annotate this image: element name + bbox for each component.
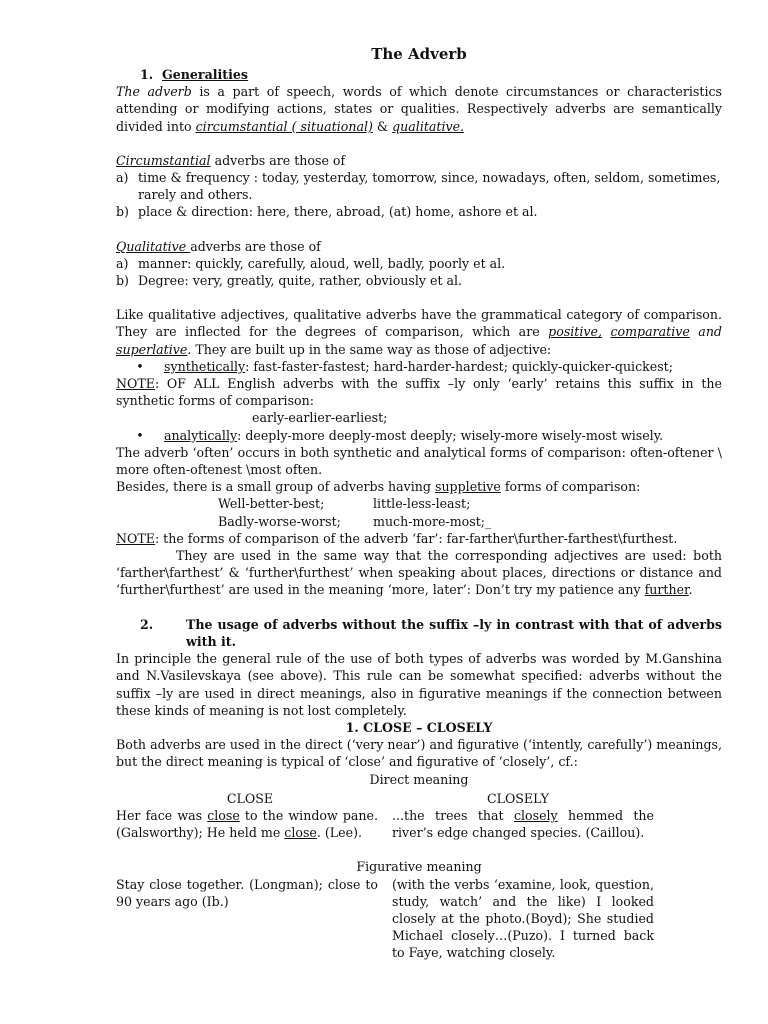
both-adverbs-paragraph: Both adverbs are used in the direct (‘very near’) and figurative (‘intently, carefully’) meanings, but the direct meaning is typical of ‘close’ and figurative of ‘closely’, cf.: xyxy=(116,737,722,770)
page-title: The Adverb xyxy=(371,45,467,63)
direct-meaning-label: Direct meaning xyxy=(369,771,469,787)
section-heading-generalities xyxy=(140,66,722,83)
column-headers xyxy=(116,790,722,807)
bullet-icon: • xyxy=(136,358,144,374)
section-number: 1. xyxy=(140,67,154,82)
suppletive-paragraph: Besides, there is a small group of adverbs having suppletive forms of comparison: xyxy=(116,479,641,495)
section-title: Generalities xyxy=(162,67,249,82)
direct-example-closely: ...the trees that closely hemmed the river’s edge changed species. (Caillou). xyxy=(392,807,654,841)
figurative-meaning-label: Figurative meaning xyxy=(356,859,482,875)
list-item: a) time & frequency : today, yesterday, tomorrow, since, nowadays, often, seldom, sometimes, rarely and others. xyxy=(116,170,721,203)
qualitative-heading: Qualitative adverbs are those of xyxy=(116,238,321,254)
circumstantial-heading: Circumstantial adverbs are those of xyxy=(116,152,346,168)
comparison-paragraph: Like qualitative adjectives, qualitative adverbs have the grammatical category of comparison. They are inflected for the degrees of comparison, which are positive, comparative and superlative. They are built up in the same way as those of adjective: xyxy=(116,307,722,357)
note-far: NOTE: the forms of comparison of the adverb ‘far’: far-farther\further-farthest\furthest. xyxy=(116,530,678,546)
example-early: early-earlier-earliest; xyxy=(252,410,388,426)
bullet-icon: • xyxy=(136,427,144,443)
figurative-example-close: Stay close together. (Longman); close to 90 years ago (Ib.) xyxy=(116,876,378,909)
note-paragraph: NOTE: OF ALL English adverbs with the suffix –ly only ‘early’ retains this suffix in the synthetic forms of comparison: xyxy=(116,376,722,409)
figurative-example-closely: (with the verbs ‘examine, look, question, study, watch’ and the like) I looked closely at the photo.(Boyd); She studied Michael closely…(Puzo). I turned back to Faye, watching closely. xyxy=(392,876,654,961)
column-header-closely: CLOSELY xyxy=(486,790,549,806)
bullet-item-analytic: • analytically: deeply-more deeply-most deeply; wisely-more wisely-most wisely. xyxy=(116,427,722,444)
suppletive-forms: Well-better-best; little-less-least; Badly-worse-worst; much-more-most;_ xyxy=(218,496,492,529)
often-paragraph: The adverb ‘often’ occurs in both synthetic and analytical forms of comparison: often-oftener \ more often-oftenest \most often. xyxy=(116,444,722,478)
principle-paragraph: In principle the general rule of the use of both types of adverbs was worded by M.Ganshina and N.Vasilevskaya (see above). This rule can be somewhat specified: adverbs without the suffix –ly are used in direct meanings, also in figurative meanings if the connection between these kinds of meaning is not lost completely. xyxy=(116,651,722,718)
direct-example-close: Her face was close to the window pane. (Galsworthy); He held me close. (Lee). xyxy=(116,807,378,841)
direct-examples xyxy=(116,807,722,841)
usage-paragraph: They are used in the same way that the corresponding adjectives are used: both ‘farther\farthest’ & ‘further\furthest’ when speaking about places, directions or distance and ‘further\furthest’ are used in the meaning ‘more, later’: Don’t try my patience any further. xyxy=(116,548,722,598)
list-item: b) Degree: very, greatly, quite, rather, obviously et al. xyxy=(116,273,463,289)
section-heading-usage: 2. The usage of adverbs without the suffix –ly in contrast with that of adverbs with it. xyxy=(140,616,722,649)
list-item: b) place & direction: here, there, abroad, (at) home, ashore et al. xyxy=(116,204,538,220)
list-item: a) manner: quickly, carefully, aloud, well, badly, poorly et al. xyxy=(116,255,506,271)
column-header-close: CLOSE xyxy=(226,790,274,806)
figurative-examples xyxy=(116,876,722,962)
intro-paragraph: The adverb is a part of speech, words of which denote circumstances or characteristics attending or modifying actions, states or qualities. Respectively adverbs are semantically divided into circumstantial ( situational) & qualitative. xyxy=(116,84,722,134)
subheading-close-closely: 1. CLOSE – CLOSELY xyxy=(345,719,493,735)
bullet-item-synthetic: • synthetically: fast-faster-fastest; hard-harder-hardest; quickly-quicker-quickest; xyxy=(116,358,722,375)
